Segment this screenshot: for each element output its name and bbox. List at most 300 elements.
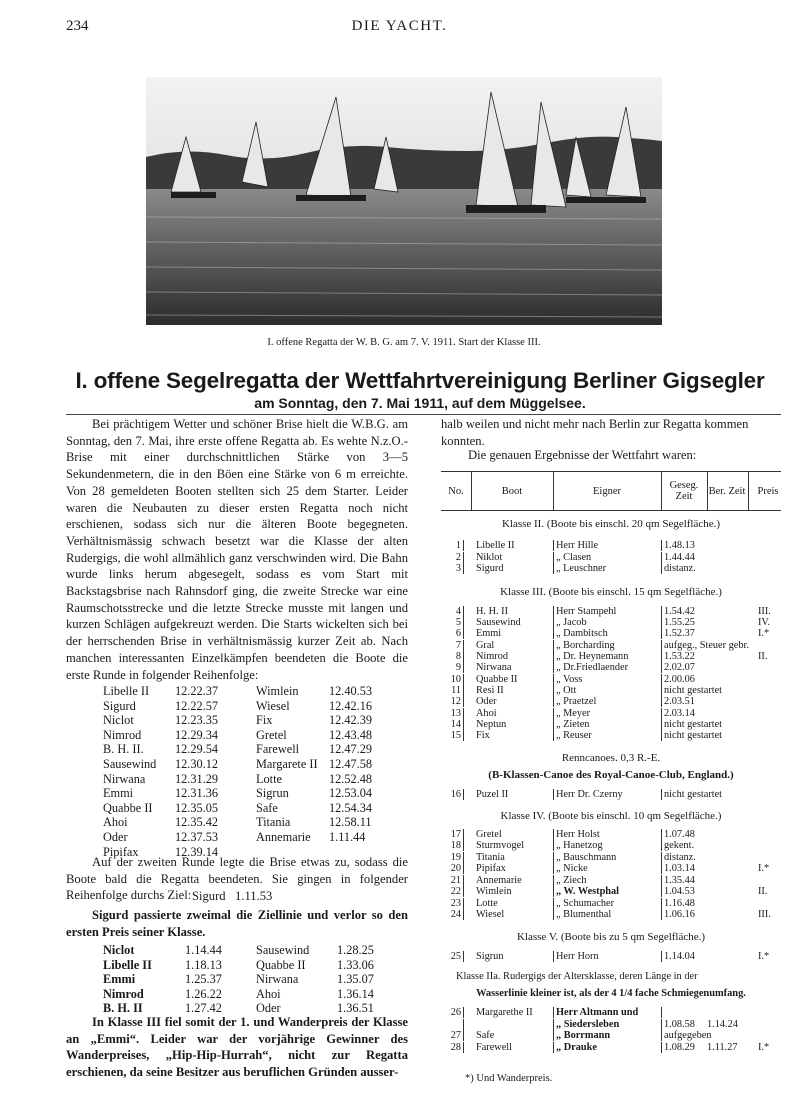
list-item: Quabbe II	[103, 800, 153, 815]
list-item: B. H. II.	[103, 742, 144, 757]
table-divider	[553, 1019, 554, 1030]
table-cell: 7	[455, 640, 461, 651]
table-cell: 1	[455, 540, 461, 551]
table-divider	[553, 674, 554, 685]
table-divider	[553, 909, 554, 920]
table-divider	[553, 886, 554, 897]
table-cell: distanz.	[664, 852, 696, 863]
list-item: Margarete II	[256, 756, 318, 771]
table-divider	[661, 540, 662, 551]
table-divider	[463, 685, 464, 696]
list-item: Ahoi	[256, 986, 281, 1001]
table-cell: Oder	[476, 696, 497, 707]
list-item: Titania	[256, 815, 291, 830]
list-item: 1.26.22	[185, 986, 222, 1001]
list-item: 12.29.54	[175, 742, 219, 757]
table-divider	[463, 852, 464, 863]
table-divider	[661, 674, 662, 685]
table-cell: „ Leuschner	[556, 563, 607, 574]
table-divider	[463, 840, 464, 851]
table-divider	[661, 840, 662, 851]
table-cell: Gretel	[476, 829, 502, 840]
table-cell: nicht gestartet	[664, 789, 723, 800]
table-divider	[553, 540, 554, 551]
list-item: Nirwana	[103, 771, 146, 786]
table-cell: Herr Horn	[556, 951, 599, 962]
table-cell: Wimlein	[476, 886, 512, 897]
table-divider	[661, 1007, 662, 1018]
table-divider	[463, 696, 464, 707]
list-item: Sausewind	[256, 943, 310, 957]
list-item: 12.47.29	[329, 742, 373, 757]
table-cell: 13	[450, 708, 461, 719]
list-item: Emmi	[103, 972, 136, 987]
col-header-ber-zeit: Ber. Zeit	[708, 485, 746, 497]
table-cell: nicht gestartet	[664, 685, 723, 696]
right-continuation: halb weilen und nicht mehr nach Berlin zur Regatta kommen konnten.	[441, 417, 749, 448]
col-header-geseg-zeit: Geseg. Zeit	[669, 480, 699, 502]
table-cell: Sausewind	[476, 617, 521, 628]
list-item: 12.39.14	[175, 844, 219, 859]
table-cell: Annemarie	[476, 875, 522, 886]
table-cell: „ Dambitsch	[556, 628, 608, 639]
table-cell: II.	[758, 886, 768, 897]
table-cell: „ Drauke	[556, 1042, 597, 1053]
list-item: Fix	[256, 713, 273, 728]
sigurd-paragraph: Sigurd passierte zweimal die Ziellinie und verlor so den ersten Preis seiner Klasse.	[66, 908, 408, 939]
table-divider	[463, 863, 464, 874]
table-cell: Nimrod	[476, 651, 509, 662]
list-item: 1.33.06	[337, 957, 374, 972]
table-divider	[553, 708, 554, 719]
table-divider	[463, 1030, 464, 1041]
table-cell: „ Schumacher	[556, 898, 615, 909]
table-cell: 11	[451, 685, 461, 696]
table-cell: „ Praetzel	[556, 696, 597, 707]
table-divider	[553, 552, 554, 563]
col-header-eigner: Eigner	[593, 485, 621, 497]
list-item: Pipifax	[103, 844, 139, 859]
table-cell: 14	[450, 719, 461, 730]
article-subtitle: am Sonntag, den 7. Mai 1911, auf dem Müggelsee.	[254, 395, 586, 411]
table-divider	[463, 674, 464, 685]
list-item: 1.14.44	[185, 943, 222, 957]
table-cell: 1.11.27	[707, 1042, 738, 1053]
table-cell: 18	[450, 840, 461, 851]
table-cell: 28	[450, 1042, 461, 1053]
table-divider	[553, 563, 554, 574]
table-cell: „ Dr.Friedlaender	[556, 662, 629, 673]
table-cell: Fix	[476, 730, 490, 741]
table-cell: 19	[450, 852, 461, 863]
table-divider	[463, 829, 464, 840]
list-item: Libelle II	[103, 684, 150, 698]
table-divider	[553, 651, 554, 662]
table-divider	[661, 852, 662, 863]
table-cell: 1.07.48	[664, 829, 695, 840]
table-divider	[463, 909, 464, 920]
finish-left-times	[185, 943, 222, 1016]
table-cell: 22	[450, 886, 461, 897]
table-cell: Safe	[476, 1030, 495, 1041]
table-divider	[463, 875, 464, 886]
table-divider	[661, 719, 662, 730]
table-divider	[553, 829, 554, 840]
list-item: Farewell	[256, 742, 300, 757]
table-cell: 1.14.04	[664, 951, 695, 962]
page-number: 234	[66, 18, 89, 34]
table-cell: „ Zieten	[556, 719, 590, 730]
list-item: 12.22.57	[175, 698, 219, 713]
table-divider	[661, 909, 662, 920]
table-cell: 6	[455, 628, 461, 639]
table-divider	[553, 640, 554, 651]
table-divider	[553, 628, 554, 639]
table-cell: 9	[455, 662, 461, 673]
table-cell: Neptun	[476, 719, 507, 730]
table-cell: Farewell	[476, 1042, 513, 1053]
table-cell: 10	[450, 674, 461, 685]
table-divider	[661, 730, 662, 741]
table-cell: I.*	[758, 1042, 770, 1053]
table-cell: Emmi	[476, 628, 502, 639]
list-item: 12.29.34	[175, 727, 219, 742]
table-divider	[661, 696, 662, 707]
table-cell: „ Borrmann	[556, 1030, 611, 1041]
table-cell: „ Ziech	[556, 875, 587, 886]
section-heading: Klasse IIa. Rudergigs der Altersklasse, deren Länge in der	[456, 971, 698, 982]
table-cell: 21	[450, 875, 461, 886]
table-divider	[661, 628, 662, 639]
list-item: Nimrod	[103, 727, 142, 742]
table-divider	[661, 875, 662, 886]
table-cell: 27	[450, 1030, 461, 1041]
intro-paragraph: Bei prächtigem Wetter und schöner Brise hielt die W.B.G. am Sonntag, den 7. Mai, ihre erste offene Regatta ab. Es wehte N.z.O.-Brise mit einer durchschnittlichen Stärke von 3—5 Sekundenmetern, die in den Böen eine Stärke von 6 m erreichte. Von 28 gemeldeten Booten stellten sich 25 dem Starter. Leider waren die Neubauten zu dieser ersten Regatta noch nicht erschienen, sodass sich nur die älteren Boote begegneten. Verhältnismässig schwach besetzt war die Klasse der alten Rudergigs, die wohl allmählich ganz verschwinden wird. Die Bahn wurde links herum abgesegelt, sodass es vom Start mit Backstagsbrise nach Rahnsdorf ging, die zweite Strecke war eine Raumschotsstrecke und die letzte Strecke musste mit langen und kurzen Schlägen aufgekreuzt werden. Die Starts wickelten sich bei der herrschenden Brise in verhältnismässig kurzer Zeit ab. Nach manchen interessanten Einzelkämpfen beendeten die Boote die erste Runde in folgender Reihenfolge:	[66, 417, 408, 682]
table-divider	[463, 563, 464, 574]
table-cell: „ Meyer	[556, 708, 591, 719]
table-divider	[553, 789, 554, 800]
table-cell: „ Hanetzog	[556, 840, 603, 851]
list-item: Ahoi	[103, 815, 128, 830]
table-cell: Nirwana	[476, 662, 512, 673]
table-cell: 2.03.51	[664, 696, 695, 707]
table-cell: „ Siedersleben	[556, 1019, 620, 1030]
list-item: Quabbe II	[256, 957, 306, 972]
table-cell: 5	[455, 617, 461, 628]
finish-left-boats	[103, 943, 152, 1016]
first-round-right-times	[329, 684, 372, 845]
list-item: 12.58.11	[329, 815, 372, 830]
table-cell: Resi II	[476, 685, 504, 696]
table-divider	[463, 651, 464, 662]
table-divider	[661, 863, 662, 874]
list-item: Gretel	[256, 727, 287, 742]
table-cell: distanz.	[664, 563, 696, 574]
table-divider	[553, 617, 554, 628]
results-intro: Die genauen Ergebnisse der Wettfahrt waren:	[468, 448, 697, 462]
table-divider	[661, 1019, 662, 1030]
table-cell: Herr Hille	[556, 540, 599, 551]
table-cell: 15	[450, 730, 461, 741]
table-cell: 1.08.29	[664, 1042, 695, 1053]
list-item: Lotte	[256, 771, 282, 786]
list-item: Annemarie	[256, 829, 311, 844]
list-item: 12.22.37	[175, 684, 219, 698]
list-item: 12.47.58	[329, 756, 373, 771]
table-cell: 1.44.44	[664, 552, 695, 563]
table-cell: „ Reuser	[556, 730, 592, 741]
section-heading: Renncanoes. 0,3 R.-E.	[561, 752, 661, 764]
list-item: 1.18.13	[185, 957, 222, 972]
table-divider	[553, 840, 554, 851]
table-divider	[463, 606, 464, 617]
list-item: 12.42.39	[329, 713, 373, 728]
table-cell: Sturmvogel	[476, 840, 525, 851]
table-divider	[661, 898, 662, 909]
table-cell: 1.03.14	[664, 863, 695, 874]
table-cell: 2.02.07	[664, 662, 695, 673]
running-head: DIE YACHT.	[351, 18, 448, 34]
list-item: Wiesel	[256, 698, 290, 713]
list-item: 1.36.14	[337, 986, 374, 1001]
table-cell: 4	[455, 606, 461, 617]
table-cell: 25	[450, 951, 461, 962]
table-cell: Wiesel	[476, 909, 505, 920]
table-divider	[553, 730, 554, 741]
list-item: 12.54.34	[329, 800, 373, 815]
table-cell: Sigurd	[476, 563, 504, 574]
section-heading: Klasse IV. (Boote bis einschl. 10 qm Segelfläche.)	[500, 810, 722, 822]
list-item: 1.36.51	[337, 1001, 374, 1016]
table-cell: „ W. Westphal	[556, 886, 620, 897]
table-cell: 23	[450, 898, 461, 909]
list-item: 1.27.42	[185, 1001, 222, 1016]
list-item: Oder	[103, 829, 128, 844]
table-cell: H. H. II	[476, 606, 509, 617]
table-divider	[661, 651, 662, 662]
section-heading: Klasse II. (Boote bis einschl. 20 qm Segelfläche.)	[501, 518, 721, 530]
list-item: 1.11.44	[329, 829, 366, 844]
list-item: 1.28.25	[337, 943, 374, 957]
table-cell: 1.14.24	[707, 1019, 738, 1030]
table-cell: 20	[450, 863, 461, 874]
table-divider	[553, 1042, 554, 1053]
list-item: 12.35.42	[175, 815, 219, 830]
table-divider	[661, 1030, 662, 1041]
table-cell: Margarethe II	[476, 1007, 533, 1018]
table-cell: 3	[455, 563, 461, 574]
table-cell: aufgeg., Steuer gebr.	[664, 640, 749, 651]
list-item: Sigurd	[103, 698, 136, 713]
table-cell: III.	[758, 909, 771, 920]
table-divider	[463, 719, 464, 730]
article-title: I. offene Segelregatta der Wettfahrtvereinigung Berliner Gigsegler	[75, 368, 765, 393]
list-item: Emmi	[103, 786, 134, 801]
results-table-header	[441, 471, 781, 511]
table-cell: Puzel II	[476, 789, 509, 800]
sigurd-finish: Sigurd 1.11.53	[192, 889, 273, 903]
regatta-photo	[146, 77, 662, 325]
table-cell: „ Blumenthal	[556, 909, 612, 920]
table-cell: Lotte	[476, 898, 498, 909]
table-cell: 1.54.42	[664, 606, 695, 617]
list-item: 12.53.04	[329, 786, 373, 801]
table-cell: Libelle II	[476, 540, 515, 551]
table-cell: 1.55.25	[664, 617, 695, 628]
table-cell: 1.48.13	[664, 540, 695, 551]
first-round-right-boats	[256, 684, 318, 845]
list-item: Libelle II	[103, 957, 152, 972]
table-cell: 1.04.53	[664, 886, 695, 897]
table-cell: 1.06.16	[664, 909, 695, 920]
first-round-left-boats	[103, 684, 156, 859]
section-subheading: (B-Klassen-Canoe des Royal-Canoe-Club, England.)	[488, 769, 734, 781]
table-divider	[661, 789, 662, 800]
list-item: 12.23.35	[175, 713, 219, 728]
table-cell: II.	[758, 651, 768, 662]
table-divider	[463, 540, 464, 551]
list-item: 12.42.16	[329, 698, 373, 713]
list-item: 12.37.53	[175, 829, 219, 844]
table-divider	[661, 617, 662, 628]
table-divider	[553, 662, 554, 673]
table-divider	[463, 552, 464, 563]
list-item: 1.25.37	[185, 972, 222, 987]
table-divider	[463, 730, 464, 741]
table-divider	[553, 696, 554, 707]
table-divider	[463, 1042, 464, 1053]
table-cell: gekent.	[664, 840, 695, 851]
table-cell: 16	[450, 789, 461, 800]
table-divider	[553, 1030, 554, 1041]
table-cell: 1.08.58	[664, 1019, 695, 1030]
list-item: 12.31.36	[175, 786, 219, 801]
section-heading: Klasse V. (Boote bis zu 5 qm Segelfläche.)	[516, 931, 706, 943]
finish-right-boats	[256, 943, 309, 1016]
list-item: 1.35.07	[337, 972, 374, 987]
table-divider	[463, 708, 464, 719]
list-item: 12.43.48	[329, 727, 373, 742]
table-divider	[463, 640, 464, 651]
col-header-no: No.	[448, 485, 464, 497]
table-cell: 1.53.22	[664, 651, 695, 662]
table-divider	[553, 606, 554, 617]
title-rule	[66, 414, 781, 415]
table-cell: „ Jacob	[556, 617, 587, 628]
table-divider	[661, 685, 662, 696]
table-cell: Niklot	[476, 552, 503, 563]
table-divider	[463, 628, 464, 639]
table-cell: „ Nicke	[556, 863, 588, 874]
table-divider	[463, 617, 464, 628]
table-divider	[661, 552, 662, 563]
list-item: Oder	[256, 1001, 281, 1016]
footnote: *) Und Wanderpreis.	[465, 1073, 553, 1084]
table-cell: Herr Altmann und	[556, 1007, 639, 1018]
table-divider	[463, 951, 464, 962]
list-item: B. H. II	[103, 1001, 143, 1016]
list-item: Safe	[256, 800, 278, 815]
col-header-boot: Boot	[501, 485, 523, 497]
section-subheading: Wasserlinie kleiner ist, als der 4 1/4 fache Schmiegenumfang.	[476, 988, 746, 999]
table-cell: 2.03.14	[664, 708, 695, 719]
list-item: 12.40.53	[329, 684, 373, 698]
table-divider	[661, 886, 662, 897]
table-divider	[553, 1007, 554, 1018]
table-divider	[463, 898, 464, 909]
table-cell: „ Borcharding	[556, 640, 615, 651]
photo-caption: I. offene Regatta der W. B. G. am 7. V. 1911. Start der Klasse III.	[267, 337, 541, 348]
table-cell: 1.35.44	[664, 875, 695, 886]
second-round-paragraph: Auf der zweiten Runde legte die Brise etwas zu, sodass die Boote bald die Regatta beendeten. Sie gingen in folgender Reihenfolge durchs Ziel:	[66, 855, 408, 903]
list-item: Niclot	[103, 713, 134, 728]
table-cell: nicht gestartet	[664, 719, 723, 730]
list-item: 12.35.05	[175, 800, 219, 815]
table-divider	[661, 563, 662, 574]
table-cell: 2.00.06	[664, 674, 695, 685]
list-item: 12.31.29	[175, 771, 219, 786]
table-cell: Herr Stampehl	[556, 606, 617, 617]
table-cell: IV.	[758, 617, 771, 628]
table-cell: nicht gestartet	[664, 730, 723, 741]
table-divider	[553, 852, 554, 863]
table-divider	[463, 886, 464, 897]
table-divider	[661, 708, 662, 719]
list-item: Wimlein	[256, 684, 299, 698]
final-paragraph: In Klasse III fiel somit der 1. und Wanderpreis der Klasse an „Emmi“. Leider war der vorjährige Gewinner des Wanderpreises, „Hip-Hip-Hurrah“, nicht zur Regatta erschienen, da seine Besitzer aus beruflichen Gründen ausser-	[66, 1015, 408, 1080]
table-cell: I.*	[758, 863, 770, 874]
table-divider	[463, 662, 464, 673]
table-divider	[553, 875, 554, 886]
first-round-left-times	[175, 684, 218, 859]
list-item: Nimrod	[103, 986, 144, 1001]
col-header-preis: Preis	[757, 485, 779, 497]
table-divider	[661, 662, 662, 673]
table-divider	[661, 640, 662, 651]
table-cell: I.*	[758, 628, 770, 639]
table-divider	[553, 898, 554, 909]
table-divider	[661, 951, 662, 962]
table-cell: „ Voss	[556, 674, 583, 685]
table-cell: Ahoi	[476, 708, 497, 719]
table-divider	[553, 863, 554, 874]
table-divider	[463, 1007, 464, 1018]
list-item: 12.52.48	[329, 771, 373, 786]
table-cell: Quabbe II	[476, 674, 518, 685]
table-divider	[553, 685, 554, 696]
table-cell: 2	[455, 552, 461, 563]
finish-right-times	[337, 943, 374, 1016]
list-item: Nirwana	[256, 972, 299, 987]
table-cell: Herr Dr. Czerny	[556, 789, 623, 800]
table-cell: III.	[758, 606, 771, 617]
table-cell: 1.16.48	[664, 898, 695, 909]
table-cell: „ Clasen	[556, 552, 592, 563]
table-cell: 12	[450, 696, 461, 707]
list-item: Sigrun	[256, 786, 289, 801]
table-divider	[553, 951, 554, 962]
table-cell: „ Bauschmann	[556, 852, 617, 863]
table-cell: Titania	[476, 852, 505, 863]
table-cell: Pipifax	[476, 863, 506, 874]
list-item: Niclot	[103, 943, 135, 957]
table-cell: I.*	[758, 951, 770, 962]
table-cell: 24	[450, 909, 461, 920]
table-cell: Herr Holst	[556, 829, 600, 840]
table-cell: 26	[450, 1007, 461, 1018]
table-cell: 8	[455, 651, 461, 662]
table-divider	[661, 1042, 662, 1053]
